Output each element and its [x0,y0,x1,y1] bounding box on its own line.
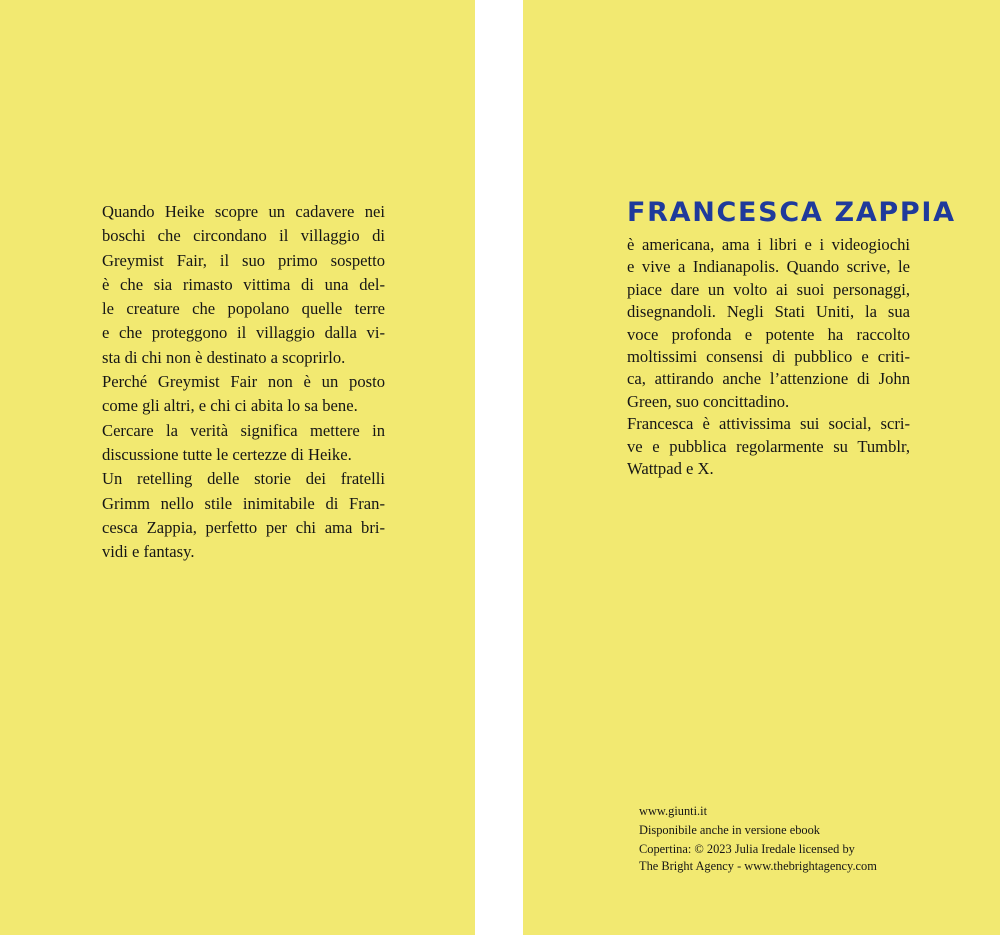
bio-line: Francesca è attivissima sui social, scri- [627,414,910,434]
bio-line: ve e pubblica regolarmente su Tumblr, [627,436,910,456]
blurb-line: vidi e fantasy. [102,542,195,562]
blurb-line: è che sia rimasto vittima di una del- [102,274,385,294]
bio-line: moltissimi consensi di pubblico e criti- [627,347,910,367]
blurb-line: Cercare la verità significa mettere in [102,420,385,440]
flap-gutter [475,0,523,935]
bio-line: disegnandoli. Negli Stati Uniti, la sua [627,302,910,322]
book-blurb [102,200,385,564]
blurb-line: Greymist Fair, il suo primo sospetto [102,250,385,270]
blurb-line: Quando Heike scopre un cadavere nei [102,202,385,221]
publisher-website-link[interactable]: www.giunti.it [639,804,708,818]
blurb-line: boschi che circondano il villaggio di [102,226,385,246]
bio-line: ca, attirando anche l’attenzione di John [627,369,910,389]
colophon [639,803,939,875]
author-bio [627,234,910,480]
bio-line: Wattpad e X. [627,459,714,479]
bio-line: voce profonda e potente ha raccolto [627,324,910,344]
blurb-line: Un retelling delle storie dei fratelli [102,469,385,489]
bio-line: piace dare un volto ai suoi personaggi, [627,279,910,299]
blurb-line: sta di chi non è destinato a scoprirlo. [102,347,346,367]
bio-line: e vive a Indianapolis. Quando scrive, le [627,257,910,277]
bio-line: è americana, ama i libri e i videogiochi [627,235,910,254]
ebook-availability-note: Disponibile anche in versione ebook [639,823,820,837]
author-name: FRANCESCA ZAPPIA [627,197,956,228]
blurb-line: cesca Zappia, perfetto per chi ama bri- [102,517,385,537]
blurb-line: discussione tutte le certezze di Heike. [102,444,352,464]
blurb-line: e che proteggono il villaggio dalla vi- [102,323,385,343]
blurb-line: Grimm nello stile inimitabile di Fran- [102,493,385,513]
blurb-line: Perché Greymist Fair non è un posto [102,372,385,392]
cover-credit-line: Copertina: © 2023 Julia Iredale licensed by [639,842,855,856]
bio-line: Green, suo concittadino. [627,391,790,411]
blurb-line: come gli altri, e chi ci abita lo sa bene. [102,396,358,416]
cover-credit-line: The Bright Agency - www.thebrightagency.com [639,859,877,873]
blurb-line: le creature che popolano quelle terre [102,299,385,319]
